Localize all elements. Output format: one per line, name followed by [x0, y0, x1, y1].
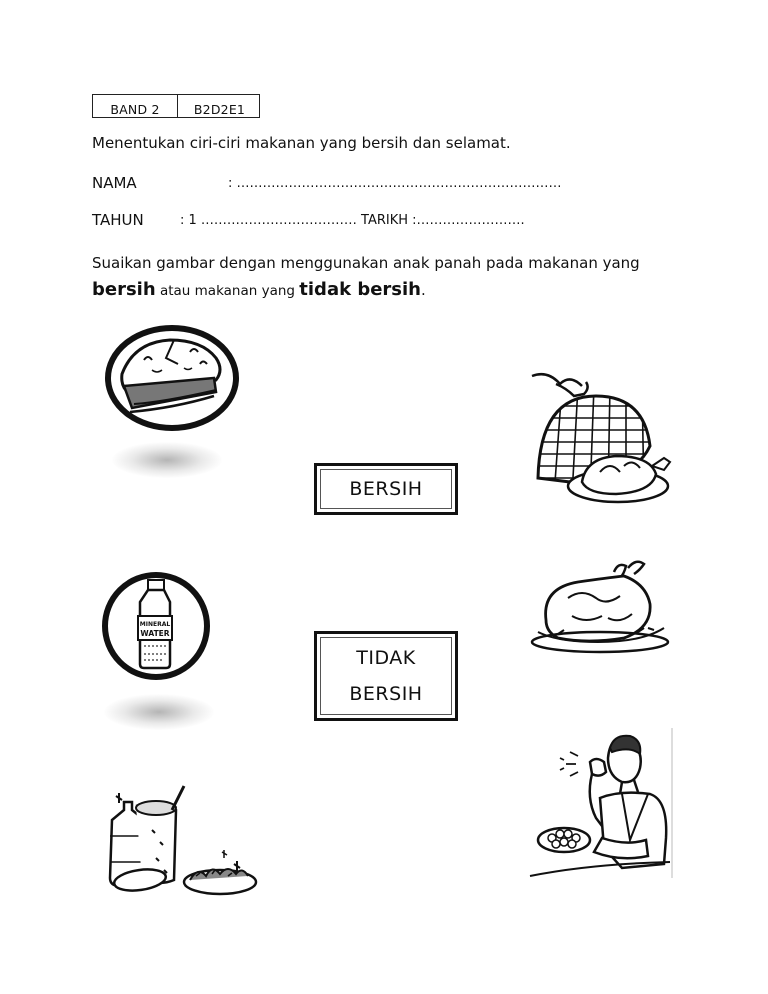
- sandwich-shadow: [112, 442, 222, 478]
- bottle-text-line-2: WATER: [140, 629, 170, 638]
- band-label: BAND 2: [110, 102, 160, 117]
- bersih-label-line: BERSIH: [349, 683, 423, 705]
- instruction-end: .: [421, 281, 426, 299]
- objective-text: Menentukan ciri-ciri makanan yang bersih dan selamat.: [92, 134, 511, 152]
- dirty-food-icon[interactable]: [100, 780, 260, 905]
- covered-chicken-icon[interactable]: [526, 366, 676, 514]
- water-bottle-icon[interactable]: [100, 570, 212, 682]
- tidak-bersih-label: [320, 637, 452, 715]
- roast-chicken-icon[interactable]: [528, 558, 672, 656]
- sneezing-man-icon[interactable]: [530, 728, 676, 880]
- tahun-label: TAHUN: [92, 211, 144, 229]
- tidak-label-line: TIDAK: [356, 647, 416, 669]
- tahun-tarikh-field[interactable]: : 1 ……………………………… TARIKH :…………………….: [180, 213, 525, 228]
- nama-label: NAMA: [92, 174, 137, 192]
- bersih-word: bersih: [92, 279, 156, 300]
- bersih-label-box[interactable]: [314, 463, 458, 515]
- instruction-middle: atau makanan yang: [155, 283, 300, 299]
- instruction-line-2: [92, 279, 426, 300]
- bottle-text-line-1: MINERAL: [139, 621, 171, 628]
- instruction-line-1: Suaikan gambar dengan menggunakan anak panah pada makanan yang: [92, 254, 640, 272]
- bottle-shadow: [104, 694, 214, 730]
- band-code: B2D2E1: [177, 95, 260, 117]
- tidak-bersih-label-box[interactable]: [314, 631, 458, 721]
- tidak-bersih-word: tidak bersih: [299, 279, 421, 300]
- band-table: [92, 94, 260, 118]
- bersih-label: BERSIH: [320, 469, 452, 509]
- nama-field[interactable]: : …………………………………………………………………: [228, 176, 562, 191]
- sandwich-icon[interactable]: [104, 324, 240, 432]
